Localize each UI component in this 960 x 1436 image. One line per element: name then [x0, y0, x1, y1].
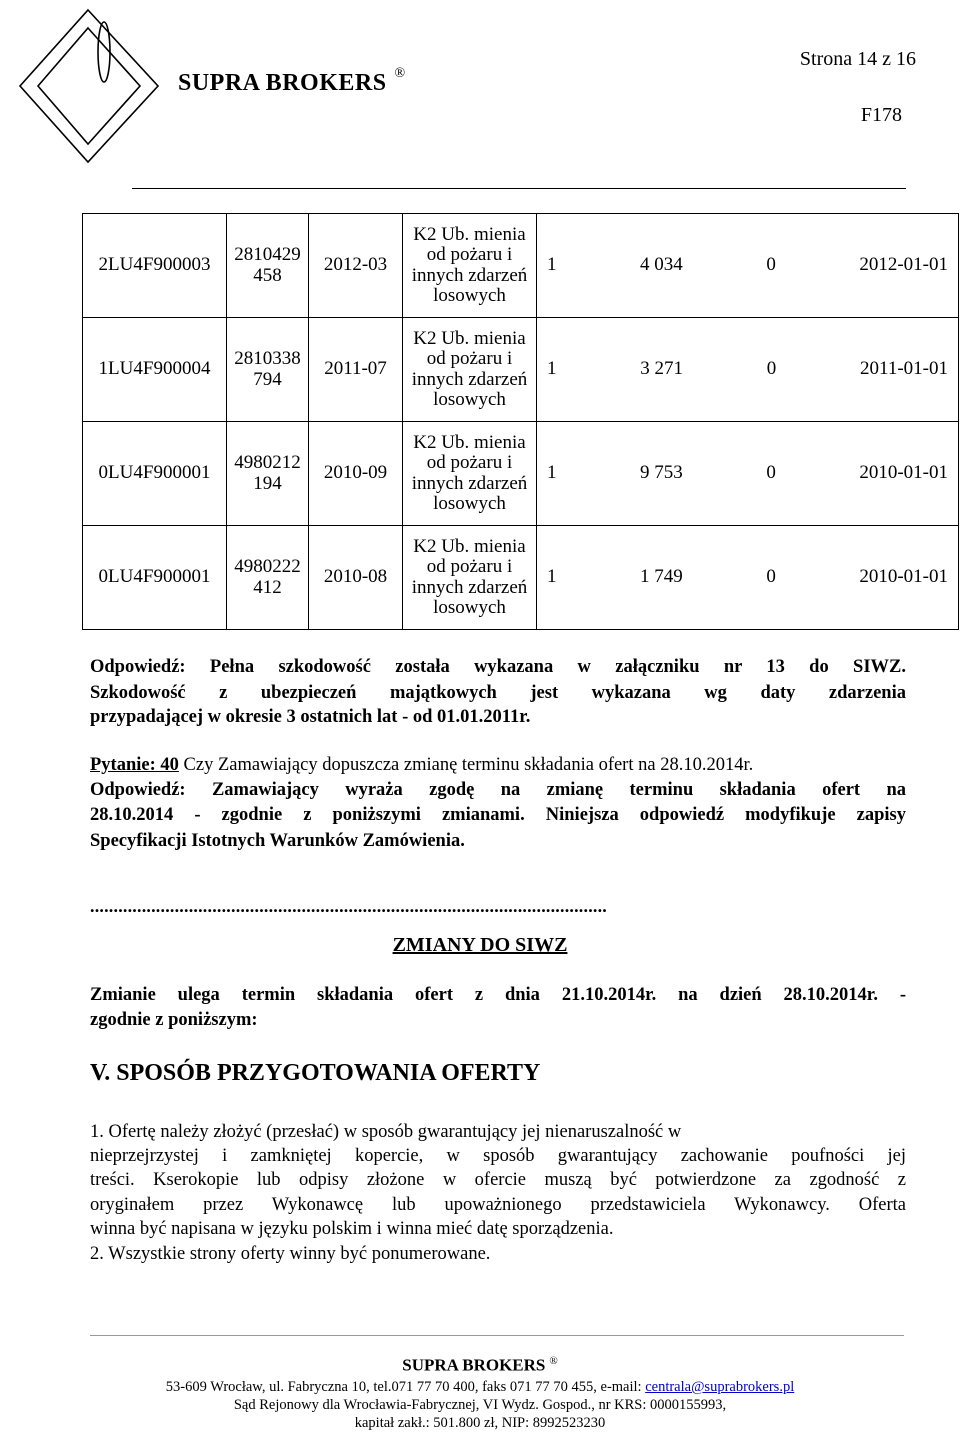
answer-39-line-3: przypadającej w okresie 3 ostatnich lat - od 01.01.2011r. — [90, 707, 531, 727]
section5-paragraph-line: oryginałem przez Wykonawcę lub upoważnionego przedstawiciela Wykonawcy. Oferta — [90, 1195, 906, 1215]
dotted-separator: .............................................................................................................. — [90, 896, 607, 916]
answer-40-line-1: Odpowiedź: Zamawiający wyraża zgodę na zmianę terminu składania ofert na — [90, 780, 906, 800]
footer-divider — [90, 1335, 904, 1336]
period-cell: 2010-08 — [309, 526, 403, 630]
table-row — [83, 214, 959, 318]
question-40: Pytanie: 40 Czy Zamawiający dopuszcza zmianę terminu składania ofert na 28.10.2014r. — [90, 755, 754, 775]
claim-number-cell: 4980212 194 — [227, 422, 309, 526]
claims-table — [82, 213, 959, 630]
answer-39-line-2: Szkodowość z ubezpieczeń majątkowych jest wykazana wg daty zdarzenia — [90, 683, 906, 703]
risk-cell: K2 Ub. mienia od pożaru i innych zdarzeń losowych — [403, 526, 537, 630]
section-heading: V. SPOSÓB PRZYGOTOWANIA OFERTY — [90, 1060, 541, 1086]
policy-cell: 0LU4F900001 — [83, 526, 227, 630]
answer-39-line-1: Odpowiedź: Pełna szkodowość została wykazana w załączniku nr 13 do SIWZ. — [90, 657, 906, 677]
logo-icon — [14, 6, 164, 166]
risk-cell: K2 Ub. mienia od pożaru i innych zdarzeń losowych — [403, 214, 537, 318]
claim-number-cell: 2810338 794 — [227, 318, 309, 422]
risk-cell: K2 Ub. mienia od pożaru i innych zdarzeń losowych — [403, 422, 537, 526]
changes-heading: ZMIANY DO SIWZ — [392, 934, 568, 956]
header-brand: SUPRA BROKERS ® — [178, 66, 406, 96]
footer-address: 53-609 Wrocław, ul. Fabryczna 10, tel.071 77 70 400, faks 071 77 70 455, e-mail: centrala@suprabrokers.pl — [165, 1379, 795, 1395]
claim-number-cell: 2810429 458 — [227, 214, 309, 318]
amounts-cell: 1 1 749 0 2010-01-01 — [537, 526, 959, 630]
header-divider — [132, 188, 906, 189]
section5-paragraph-line: 1. Ofertę należy złożyć (przesłać) w sposób gwarantujący jej nienaruszalność w — [90, 1122, 682, 1142]
section5-paragraph-line: 2. Wszystkie strony oferty winny być ponumerowane. — [90, 1244, 491, 1264]
footer-brand: SUPRA BROKERS ® — [402, 1355, 558, 1375]
policy-cell: 2LU4F900003 — [83, 214, 227, 318]
policy-cell: 0LU4F900001 — [83, 422, 227, 526]
page-number: Strona 14 z 16 — [799, 48, 916, 70]
section5-paragraph-line: nieprzejrzystej i zamkniętej kopercie, w sposób gwarantujący zachowanie poufności jej — [90, 1146, 906, 1166]
email-link[interactable]: centrala@suprabrokers.pl — [645, 1379, 795, 1395]
period-cell: 2011-07 — [309, 318, 403, 422]
changes-line-1: Zmianie ulega termin składania ofert z dnia 21.10.2014r. na dzień 28.10.2014r. - — [90, 985, 906, 1005]
form-code: F178 — [860, 104, 902, 126]
amounts-cell: 1 4 034 0 2012-01-01 — [537, 214, 959, 318]
table-row — [83, 526, 959, 630]
footer-court: Sąd Rejonowy dla Wrocławia-Fabrycznej, VI Wydz. Gospod., nr KRS: 0000155993, — [233, 1397, 727, 1413]
table-row — [83, 422, 959, 526]
amounts-cell: 1 9 753 0 2010-01-01 — [537, 422, 959, 526]
section5-paragraph-line: treści. Kserokopie lub odpisy złożone w ofercie muszą być potwierdzone za zgodność z — [90, 1170, 906, 1190]
answer-40-line-2: 28.10.2014 - zgodnie z poniższymi zmianami. Niniejsza odpowiedź modyfikuje zapisy — [90, 805, 906, 825]
section5-paragraph-line: winna być napisana w języku polskim i winna mieć datę sporządzenia. — [90, 1219, 614, 1239]
period-cell: 2010-09 — [309, 422, 403, 526]
table-row — [83, 318, 959, 422]
changes-line-2: zgodnie z poniższym: — [90, 1010, 258, 1030]
risk-cell: K2 Ub. mienia od pożaru i innych zdarzeń losowych — [403, 318, 537, 422]
period-cell: 2012-03 — [309, 214, 403, 318]
claim-number-cell: 4980222 412 — [227, 526, 309, 630]
amounts-cell: 1 3 271 0 2011-01-01 — [537, 318, 959, 422]
policy-cell: 1LU4F900004 — [83, 318, 227, 422]
footer-capital: kapitał zakł.: 501.800 zł, NIP: 8992523230 — [354, 1415, 606, 1431]
answer-40-line-3: Specyfikacji Istotnych Warunków Zamówienia. — [90, 831, 465, 851]
